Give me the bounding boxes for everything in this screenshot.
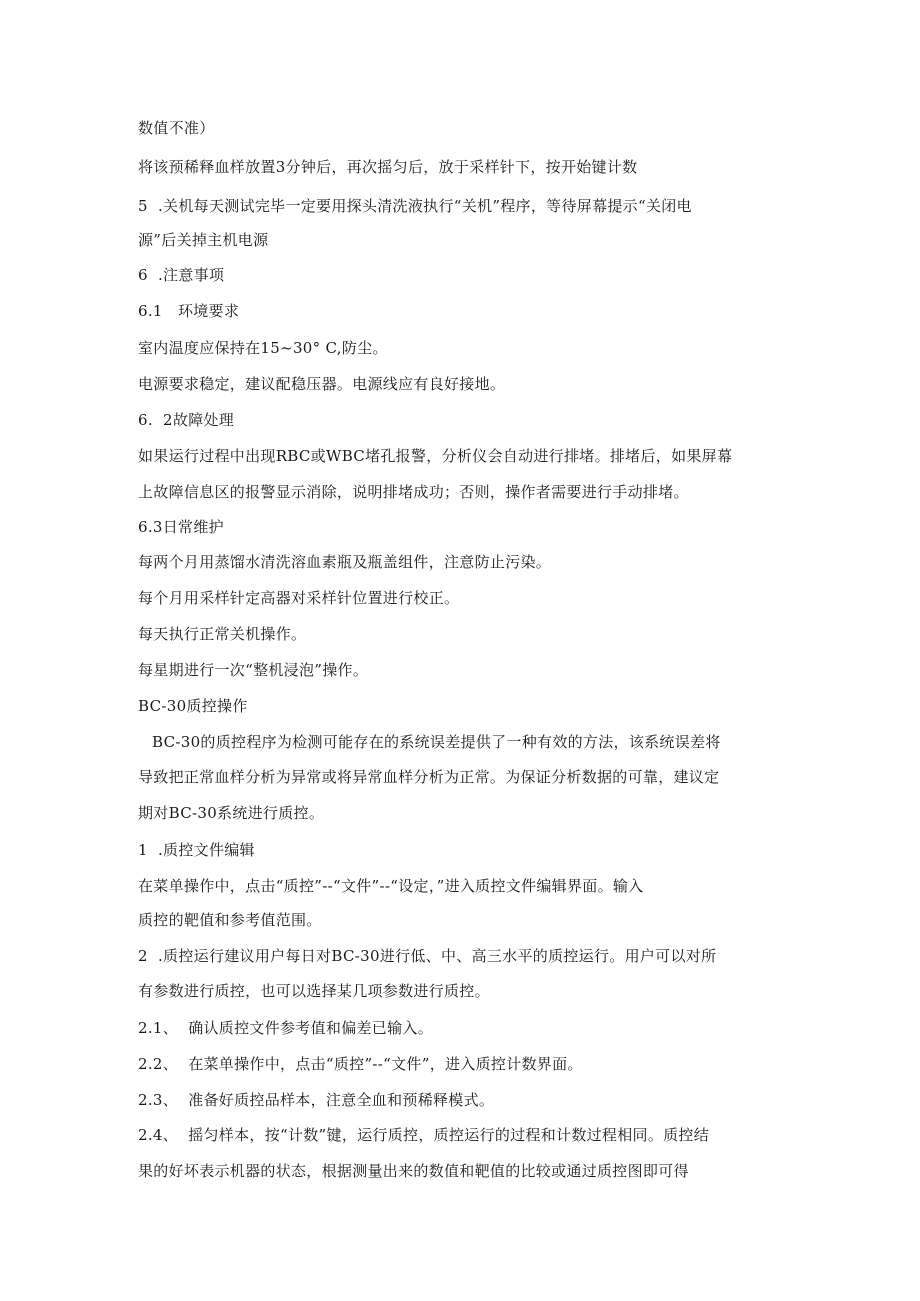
- text-line: 2.3、 准备好质控品样本，注意全血和预稀释模式。: [138, 1091, 495, 1109]
- section-heading: BC-30质控操作: [138, 697, 248, 715]
- text-line: 电源要求稳定，建议配稳压器。电源线应有良好接地。: [138, 375, 506, 393]
- text-line: 室内温度应保持在15~30° C,防尘。: [138, 339, 388, 357]
- text-line: 每两个月用蒸馏水清洗溶血素瓶及瓶盖组件，注意防止污染。: [138, 553, 552, 571]
- text-line: 有参数进行质控，也可以选择某几项参数进行质控。: [138, 982, 490, 1000]
- text-line: 源”后关掉主机电源: [138, 231, 269, 249]
- text-line: 如果运行过程中出现RBC或WBC堵孔报警，分析仪会自动进行排堵。排堵后，如果屏幕: [138, 447, 733, 465]
- text-line: 2.4、 摇匀样本，按“计数”键，运行质控，质控运行的过程和计数过程相同。质控结: [138, 1126, 710, 1144]
- text-line: 每天执行正常关机操作。: [138, 625, 307, 643]
- text-line: 2 .质控运行建议用户每日对BC-30进行低、中、高三水平的质控运行。用户可以对所: [138, 947, 717, 965]
- section-heading: 6.1 环境要求: [138, 302, 240, 320]
- text-line: 导致把正常血样分析为异常或将异常血样分析为正常。为保证分析数据的可靠，建议定: [138, 768, 720, 786]
- text-line: 将该预稀释血样放置3分钟后，再次摇匀后，放于采样针下，按开始键计数: [138, 158, 638, 176]
- text-line: 上故障信息区的报警显示消除，说明排堵成功；否则，操作者需要进行手动排堵。: [138, 483, 689, 501]
- section-heading: 1 .质控文件编辑: [138, 841, 255, 859]
- text-line: 数值不准）: [138, 119, 215, 137]
- text-line: 在菜单操作中，点击“质控”--“文件”--“设定，”进入质控文件编辑界面。输入: [138, 877, 644, 895]
- section-heading: 6.3日常维护: [138, 518, 224, 536]
- text-line: 2.1、 确认质控文件参考值和偏差已输入。: [138, 1019, 433, 1037]
- text-line: 期对BC-30系统进行质控。: [138, 804, 325, 822]
- section-heading: 6. 2故障处理: [138, 411, 235, 429]
- text-line: 每个月用采样针定高器对采样针位置进行校正。: [138, 589, 460, 607]
- text-line: 果的好坏表示机器的状态，根据测量出来的数值和靶值的比较或通过质控图即可得: [138, 1162, 689, 1180]
- text-line: 2.2、 在菜单操作中，点击“质控”--“文件”，进入质控计数界面。: [138, 1055, 583, 1073]
- text-line: 5 .关机每天测试完毕一定要用探头清洗液执行“关机”程序，等待屏幕提示“关闭电: [138, 197, 692, 215]
- text-line: 质控的靶值和参考值范围。: [138, 911, 322, 929]
- text-line: BC-30的质控程序为检测可能存在的系统误差提供了一种有效的方法，该系统误差将: [152, 733, 721, 751]
- section-heading: 6 .注意事项: [138, 266, 225, 284]
- text-line: 每星期进行一次“整机浸泡”操作。: [138, 661, 369, 679]
